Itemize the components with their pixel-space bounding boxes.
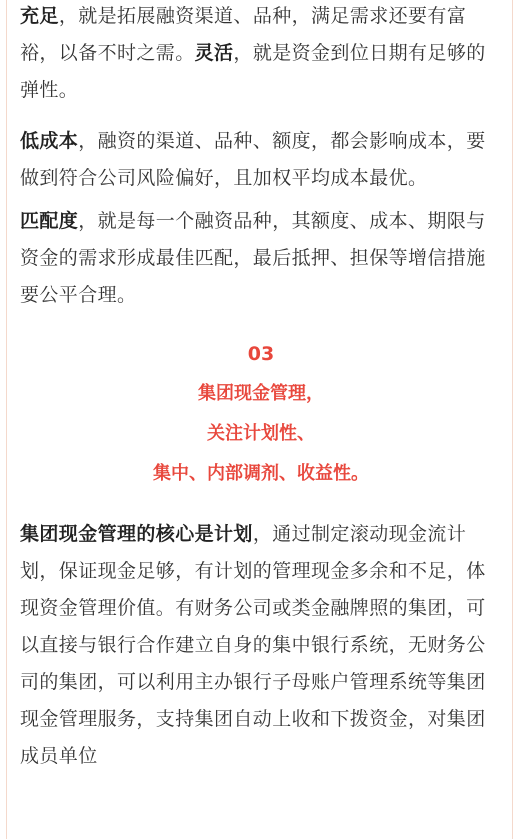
term-matching: 匹配度 (20, 210, 79, 232)
paragraph-text: ，就是资金到位日期有足够的弹性。 (20, 42, 486, 101)
paragraph-text: ，就是每一个融资品种，其额度、成本、期限与资金的需求形成最佳匹配，最后抵押、担保等增信措施要公平合理。 (20, 210, 486, 306)
term-flexible: 灵活 (194, 42, 234, 64)
section-title-line: 集团现金管理， (198, 383, 324, 404)
paragraph-text: ，就是拓展融资渠道、品种，满足需求还要有富裕，以备不时之需。 (20, 5, 467, 64)
paragraph-text: ，通过制定滚动现金流计划，保证现金足够，有计划的管理现金多余和不足，体现资金管理价值。有财务公司或类金融牌照的集团，可以直接与银行合作建立自身的集中银行系统，无财务公司的集团，可以利用主办银行子母账户管理系统等集团现金管理服务，支持集团自动上收和下拨资金，对集团成员单位 (20, 523, 486, 767)
paragraph-text: ，融资的渠道、品种、额度，都会影响成本，要做到符合公司风险偏好，且加权平均成本最优。 (20, 130, 486, 189)
section-number: 03 (247, 343, 275, 365)
term-core-planning: 集团现金管理的核心是计划 (20, 523, 253, 545)
paragraph-low-cost (20, 123, 502, 197)
section-title-line: 集中、内部调剂、收益性。 (153, 463, 369, 484)
term-sufficient: 充足 (20, 5, 59, 27)
paragraph-sufficiency-flexibility (20, 0, 502, 109)
section-heading (20, 334, 502, 494)
article-body (20, 0, 502, 775)
section-title-line: 关注计划性、 (207, 423, 315, 444)
term-low-cost: 低成本 (20, 130, 79, 152)
paragraph-matching (20, 203, 502, 314)
paragraph-cash-management (20, 516, 502, 775)
